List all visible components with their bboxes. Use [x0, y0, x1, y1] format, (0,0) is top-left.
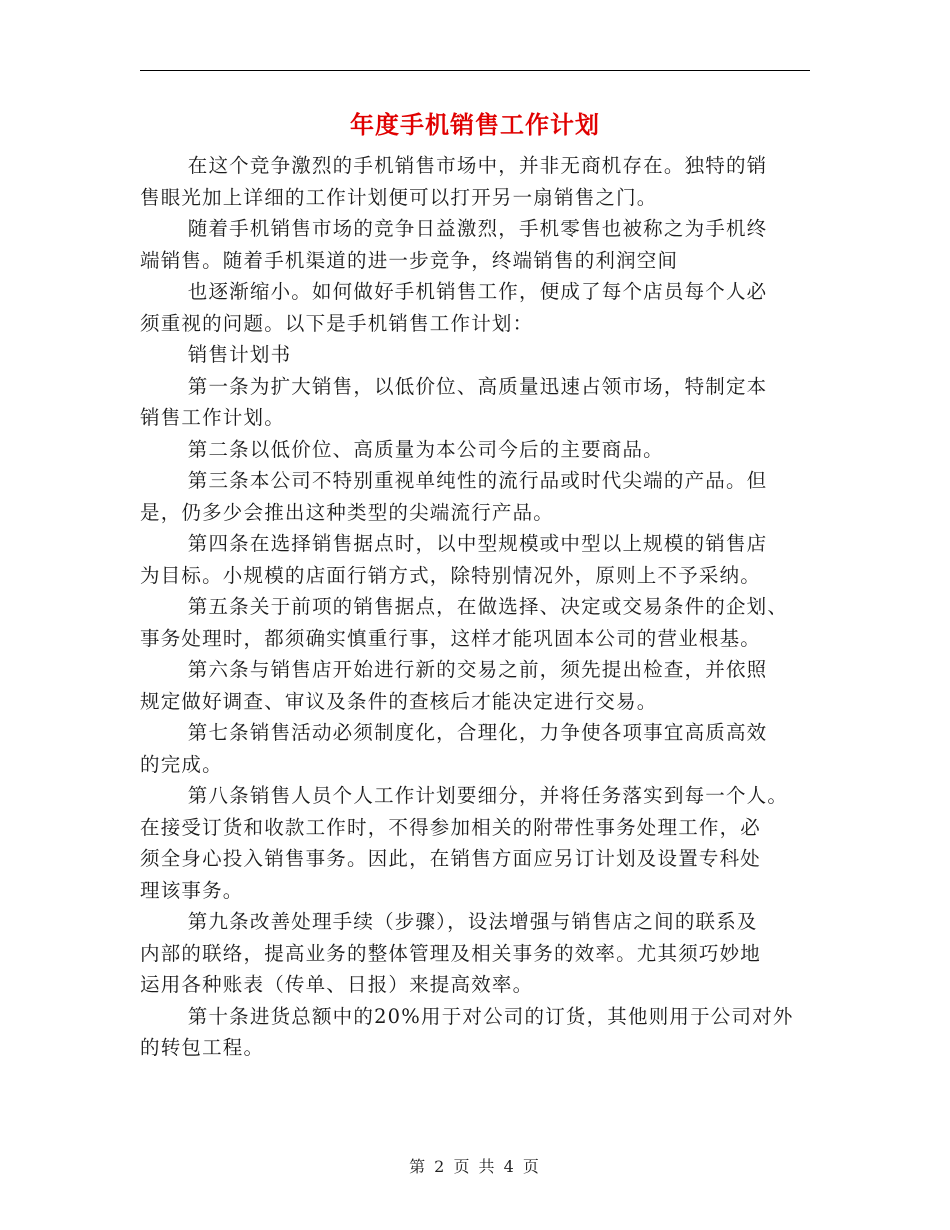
article-8: 第八条销售人员个人工作计划要细分，并将任务落实到每一个人。 在接受订货和收款工作时，不得参加相关的附带性事务处理工作，必 须全身心投入销售事务。因此，在销售方面应另订计划及设置专科处 理该事务。 — [140, 784, 789, 902]
article-2: 第二条以低价位、高质量为本公司今后的主要商品。 — [187, 437, 664, 461]
paragraph-3: 也逐渐缩小。如何做好手机销售工作，便成了每个店员每个人必 须重视的问题。以下是手机销售工作计划： — [140, 280, 768, 335]
article-7: 第七条销售活动必须制度化，合理化，力争使各项事宜高质高效 的完成。 — [140, 721, 768, 776]
article-10: 第十条进货总额中的20%用于对公司的订货，其他则用于公司对外 的转包工程。 — [140, 1004, 794, 1059]
page-number-footer: 第 2 页 共 4 页 — [409, 1157, 541, 1176]
paragraph-1: 在这个竞争激烈的手机销售市场中，并非无商机存在。独特的销 售眼光加上详细的工作计划便可以打开另一扇销售之门。 — [140, 154, 768, 209]
article-6: 第六条与销售店开始进行新的交易之前，须先提出检查，并依照 规定做好调查、审议及条件的查核后才能决定进行交易。 — [140, 658, 768, 713]
document-title: 年度手机销售工作计划 — [350, 110, 600, 139]
article-1: 第一条为扩大销售，以低价位、高质量迅速占领市场，特制定本 销售工作计划。 — [140, 374, 768, 429]
article-5: 第五条关于前项的销售据点，在做选择、决定或交易条件的企划、 事务处理时，都须确实慎重行事，这样才能巩固本公司的营业根基。 — [140, 595, 789, 650]
article-9: 第九条改善处理手续（步骤），设法增强与销售店之间的联系及 内部的联络，提高业务的整体管理及相关事务的效率。尤其须巧妙地 运用各种账表（传单、日报）来提高效率。 — [140, 910, 762, 996]
article-4: 第四条在选择销售据点时，以中型规模或中型以上规模的销售店 为目标。小规模的店面行销方式，除特别情况外，原则上不予采纳。 — [140, 532, 768, 587]
paragraph-heading-plan: 销售计划书 — [187, 343, 292, 366]
paragraph-2: 随着手机销售市场的竞争日益激烈，手机零售也被称之为手机终 端销售。随着手机渠道的进一步竞争，终端销售的利润空间 — [140, 217, 768, 272]
header-rule — [140, 70, 810, 71]
document-body — [140, 150, 810, 1064]
article-3: 第三条本公司不特别重视单纯性的流行品或时代尖端的产品。但 是，仍多少会推出这种类型的尖端流行产品。 — [140, 469, 768, 524]
